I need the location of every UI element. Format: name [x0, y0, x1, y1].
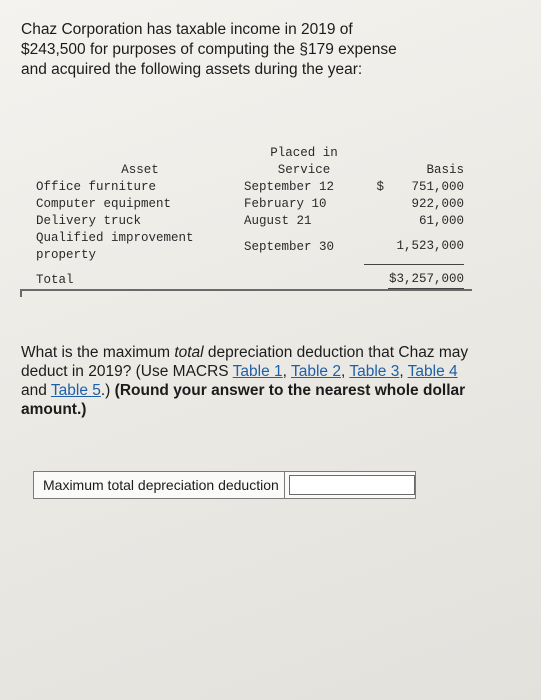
table-row — [36, 196, 464, 213]
header-asset: Asset — [121, 163, 159, 177]
emphasis-total: total — [174, 344, 204, 361]
answer-input[interactable] — [289, 475, 415, 495]
link-table-5[interactable]: Table 5 — [50, 382, 101, 399]
intro-line-2: $243,500 for purposes of computing the §179 expense — [21, 41, 397, 58]
answer-label: Maximum total depreciation deduction — [34, 472, 285, 498]
intro-line-3: and acquired the following assets during the year: — [21, 61, 363, 78]
asset-date: September 30 — [244, 239, 335, 254]
header-service: Service — [277, 163, 331, 177]
asset-date: February 10 — [244, 197, 327, 211]
total-value: $3,257,000 — [388, 264, 464, 289]
section-divider — [20, 289, 472, 291]
asset-name: Office furniture — [36, 180, 157, 194]
asset-date: August 21 — [244, 214, 312, 228]
question-text: What is the maximum total depreciation deduction that Chaz may deduct in 2019? (Use MACRS Table 1, Table 2, Table 3, Table 4 and Table 5.) (Round your answer to the nearest whole dollar amount.) — [21, 344, 469, 418]
intro-line-1: Chaz Corporation has taxable income in 2019 of — [21, 21, 353, 38]
asset-date: September 12 — [244, 180, 335, 194]
link-table-1[interactable]: Table 1 — [232, 363, 283, 380]
total-row — [36, 264, 464, 289]
table-row — [36, 230, 464, 264]
header-basis: Basis — [426, 163, 464, 177]
link-table-2[interactable]: Table 2 — [291, 363, 341, 380]
table-header-row-2 — [36, 162, 464, 179]
answer-row — [33, 471, 416, 499]
table-row — [36, 179, 464, 196]
asset-basis: 922,000 — [411, 197, 464, 211]
asset-table — [36, 145, 464, 291]
problem-intro — [21, 20, 491, 80]
asset-basis: 61,000 — [418, 214, 464, 228]
rounding-instruction: (Round your answer to the nearest whole dollar amount.) — [21, 382, 466, 418]
header-placed-in: Placed in — [270, 146, 338, 160]
asset-name: Computer equipment — [36, 197, 172, 211]
dollar-sign: $ — [376, 180, 384, 194]
link-table-4[interactable]: Table 4 — [407, 363, 458, 380]
asset-basis: 751,000 — [411, 180, 464, 194]
total-label: Total — [36, 273, 74, 287]
qualified-line-2: property — [36, 248, 97, 262]
asset-name: Delivery truck — [36, 214, 142, 228]
asset-name — [36, 230, 244, 264]
table-header-row-1 — [36, 145, 464, 162]
qualified-line-1: Qualified improvement — [36, 231, 194, 245]
asset-basis: 1,523,000 — [396, 239, 464, 254]
table-row — [36, 213, 464, 230]
divider-tick — [20, 289, 22, 297]
link-table-3[interactable]: Table 3 — [349, 363, 400, 380]
